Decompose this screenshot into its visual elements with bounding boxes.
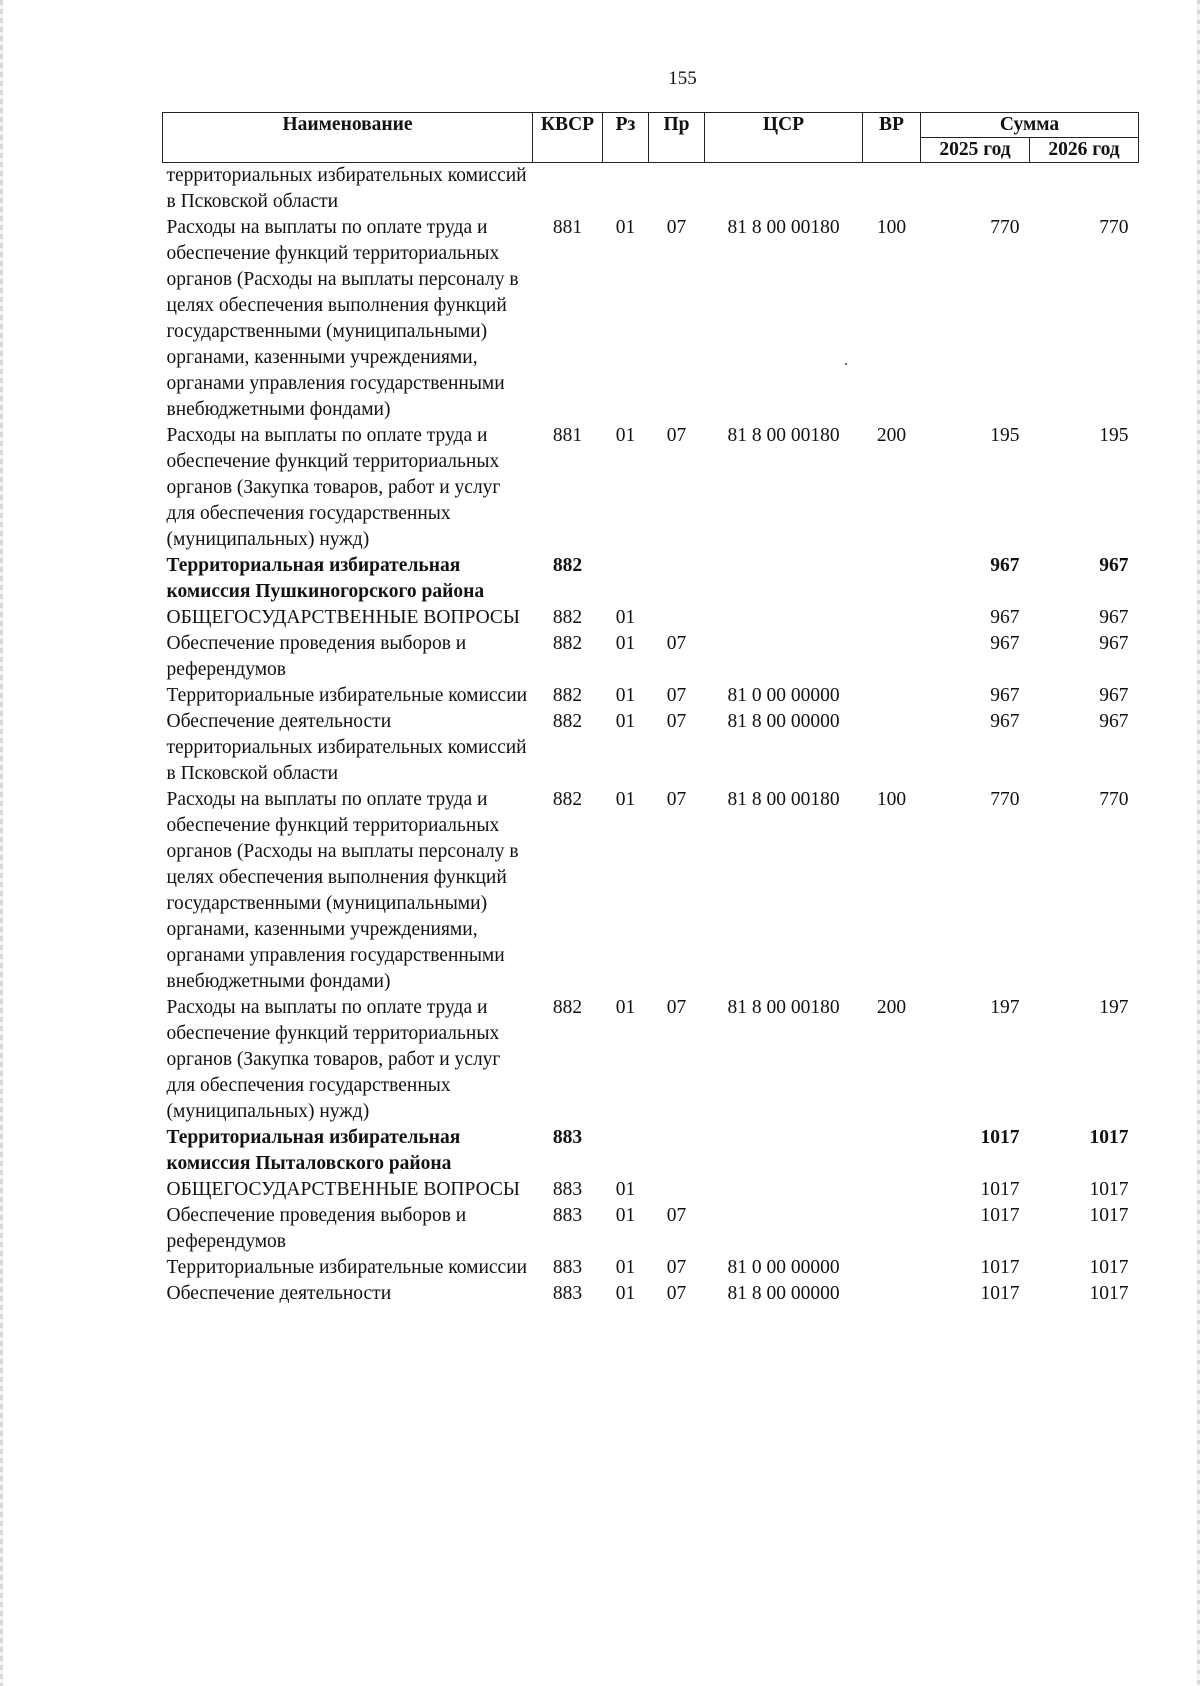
- cell-kvsr: 882: [552, 555, 583, 576]
- cell-rz: [603, 553, 649, 605]
- cell-csr: 81 8 00 00000: [727, 711, 840, 732]
- cell-name: Расходы на выплаты по оплате труда и обеспечение функций территориальных органов (Закупка товаров, работ и услуг для обеспечения государственных (муниципальных) нужд): [166, 425, 501, 550]
- cell-rz: 01: [615, 1179, 636, 1200]
- cell-rz: 01: [615, 711, 636, 732]
- cell-kvsr: 883: [552, 1205, 583, 1226]
- cell-pr: [649, 1177, 705, 1203]
- cell-sum-2026: 967: [1099, 711, 1129, 732]
- table-body: [163, 163, 1139, 1308]
- cell-csr: 81 0 00 00000: [727, 685, 840, 706]
- cell-rz: 01: [615, 1205, 636, 1226]
- cell-rz: 01: [615, 1257, 636, 1278]
- cell-csr: 81 8 00 00000: [727, 1283, 840, 1304]
- cell-sum-2025: [921, 163, 1030, 216]
- cell-name: Обеспечение проведения выборов и референдумов: [166, 1205, 467, 1252]
- cell-sum-2026: 1017: [1089, 1205, 1129, 1226]
- cell-kvsr: 882: [552, 685, 583, 706]
- cell-name: Обеспечение деятельности территориальных избирательных комиссий в Псковской области: [166, 711, 527, 784]
- cell-vr: [863, 1125, 921, 1177]
- cell-sum-2026: 1017: [1089, 1179, 1129, 1200]
- table-row: [163, 1281, 1139, 1307]
- cell-kvsr: 883: [552, 1127, 583, 1148]
- scan-edge-left: [0, 0, 3, 1686]
- cell-sum-2026: 1017: [1089, 1127, 1129, 1148]
- cell-rz: 01: [615, 217, 636, 238]
- cell-name: Обеспечение деятельности: [166, 1283, 392, 1304]
- cell-pr: [649, 553, 705, 605]
- cell-vr: [863, 1203, 921, 1255]
- cell-name: Территориальные избирательные комиссии: [166, 1257, 528, 1278]
- cell-sum-2026: 1017: [1089, 1257, 1129, 1278]
- cell-csr: [705, 631, 863, 683]
- cell-sum-2025: 197: [990, 997, 1020, 1018]
- cell-kvsr: 881: [552, 217, 583, 238]
- cell-pr: 07: [666, 1205, 687, 1226]
- cell-rz: 01: [615, 1283, 636, 1304]
- cell-sum-2025: 967: [990, 607, 1020, 628]
- cell-kvsr: 882: [552, 607, 583, 628]
- cell-pr: 07: [666, 633, 687, 654]
- cell-sum-2025: 770: [990, 217, 1020, 238]
- cell-sum-2026: 967: [1099, 685, 1129, 706]
- cell-rz: 01: [615, 685, 636, 706]
- cell-rz: 01: [615, 997, 636, 1018]
- cell-sum-2026: 1017: [1089, 1283, 1129, 1304]
- cell-pr: [649, 1125, 705, 1177]
- table-row: [163, 1177, 1139, 1203]
- cell-rz: [603, 1125, 649, 1177]
- cell-kvsr: 883: [552, 1257, 583, 1278]
- cell-vr: 100: [876, 789, 907, 810]
- table-row: [163, 1255, 1139, 1281]
- table-row: [163, 683, 1139, 709]
- header-vr: ВР: [863, 113, 921, 163]
- cell-name: Обеспечение проведения выборов и референдумов: [166, 633, 467, 680]
- table-row: [163, 605, 1139, 631]
- cell-name: территориальных избирательных комиссий в Псковской области: [166, 165, 527, 212]
- cell-vr: 100: [876, 217, 907, 238]
- cell-vr: [863, 605, 921, 631]
- header-year-2026: 2026 год: [1030, 138, 1139, 163]
- cell-kvsr: 882: [552, 789, 583, 810]
- cell-pr: 07: [666, 997, 687, 1018]
- cell-csr: 81 8 00 00180: [727, 789, 840, 810]
- cell-pr: 07: [666, 789, 687, 810]
- cell-vr: 200: [876, 997, 907, 1018]
- cell-vr: 200: [876, 425, 907, 446]
- cell-sum-2026: 967: [1099, 607, 1129, 628]
- cell-sum-2025: 1017: [980, 1205, 1020, 1226]
- cell-pr: [649, 163, 705, 216]
- cell-sum-2025: 1017: [980, 1179, 1020, 1200]
- cell-sum-2025: 967: [990, 555, 1020, 576]
- table-row: [163, 553, 1139, 605]
- cell-sum-2025: 967: [990, 711, 1020, 732]
- cell-kvsr: 883: [552, 1283, 583, 1304]
- header-sum: Сумма: [921, 113, 1139, 138]
- cell-sum-2025: 1017: [980, 1127, 1020, 1148]
- cell-rz: 01: [615, 425, 636, 446]
- cell-vr: [863, 163, 921, 216]
- cell-name: ОБЩЕГОСУДАРСТВЕННЫЕ ВОПРОСЫ: [166, 1179, 520, 1200]
- cell-pr: 07: [666, 1257, 687, 1278]
- cell-name: Расходы на выплаты по оплате труда и обеспечение функций территориальных органов (Закупка товаров, работ и услуг для обеспечения государственных (муниципальных) нужд): [166, 997, 501, 1122]
- cell-name: Расходы на выплаты по оплате труда и обеспечение функций территориальных органов (Расходы на выплаты персоналу в целях обеспечения выполнения функций государственными (муниципальными) органами, казенными учреждениями, органами управления государственными внебюджетными фондами): [166, 789, 519, 992]
- cell-rz: 01: [615, 789, 636, 810]
- cell-csr: 81 8 00 00180: [727, 997, 840, 1018]
- cell-sum-2025: 1017: [980, 1283, 1020, 1304]
- cell-rz: 01: [615, 607, 636, 628]
- cell-sum-2025: 967: [990, 633, 1020, 654]
- page-number: 155: [668, 68, 697, 89]
- cell-sum-2025: 195: [990, 425, 1020, 446]
- header-year-2025: 2025 год: [921, 138, 1030, 163]
- table-row: [163, 631, 1139, 683]
- cell-kvsr: 882: [552, 997, 583, 1018]
- cell-sum-2026: [1030, 163, 1139, 216]
- table-row: [163, 163, 1139, 216]
- cell-sum-2026: 197: [1099, 997, 1129, 1018]
- cell-csr: [705, 1203, 863, 1255]
- cell-kvsr: 883: [552, 1179, 583, 1200]
- cell-pr: 07: [666, 711, 687, 732]
- cell-rz: 01: [615, 633, 636, 654]
- table-row: [163, 215, 1139, 423]
- cell-name: Расходы на выплаты по оплате труда и обеспечение функций территориальных органов (Расходы на выплаты персоналу в целях обеспечения выполнения функций государственными (муниципальными) органами, казенными учреждениями, органами управления государственными внебюджетными фондами): [166, 217, 519, 420]
- cell-vr: [863, 709, 921, 787]
- table-row: [163, 1203, 1139, 1255]
- cell-kvsr: 882: [552, 633, 583, 654]
- cell-sum-2025: 770: [990, 789, 1020, 810]
- cell-vr: [863, 683, 921, 709]
- cell-csr: 81 0 00 00000: [727, 1257, 840, 1278]
- cell-pr: 07: [666, 425, 687, 446]
- cell-name: Территориальная избирательная комиссия Пушкиногорского района: [166, 555, 485, 602]
- table-row: [163, 1125, 1139, 1177]
- cell-name: Территориальная избирательная комиссия Пыталовского района: [166, 1127, 461, 1174]
- budget-table: [162, 112, 1139, 1307]
- cell-pr: 07: [666, 1283, 687, 1304]
- cell-kvsr: 882: [552, 711, 583, 732]
- cell-kvsr: 881: [552, 425, 583, 446]
- cell-csr: [705, 1177, 863, 1203]
- header-name: Наименование: [163, 113, 533, 163]
- cell-pr: [649, 605, 705, 631]
- cell-sum-2026: 195: [1099, 425, 1129, 446]
- header-kvsr: КВСР: [533, 113, 603, 163]
- cell-sum-2026: 770: [1099, 217, 1129, 238]
- cell-vr: [863, 631, 921, 683]
- cell-name: Территориальные избирательные комиссии: [166, 685, 528, 706]
- cell-vr: [863, 553, 921, 605]
- scan-speck: [845, 363, 847, 365]
- cell-pr: 07: [666, 685, 687, 706]
- cell-vr: [863, 1281, 921, 1307]
- cell-csr: [705, 1125, 863, 1177]
- cell-vr: [863, 1177, 921, 1203]
- cell-kvsr: [533, 163, 603, 216]
- cell-csr: [705, 163, 863, 216]
- cell-csr: [705, 605, 863, 631]
- cell-sum-2026: 967: [1099, 633, 1129, 654]
- cell-sum-2026: 770: [1099, 789, 1129, 810]
- header-csr: ЦСР: [705, 113, 863, 163]
- header-rz: Рз: [603, 113, 649, 163]
- cell-csr: [705, 553, 863, 605]
- table-header: [163, 113, 1139, 163]
- cell-csr: 81 8 00 00180: [727, 425, 840, 446]
- table-row: [163, 995, 1139, 1125]
- cell-vr: [863, 1255, 921, 1281]
- table-row: [163, 709, 1139, 787]
- cell-csr: 81 8 00 00180: [727, 217, 840, 238]
- cell-sum-2025: 1017: [980, 1257, 1020, 1278]
- cell-name: ОБЩЕГОСУДАРСТВЕННЫЕ ВОПРОСЫ: [166, 607, 520, 628]
- table-row: [163, 423, 1139, 553]
- cell-sum-2025: 967: [990, 685, 1020, 706]
- cell-pr: 07: [666, 217, 687, 238]
- table-row: [163, 787, 1139, 995]
- cell-rz: [603, 163, 649, 216]
- cell-sum-2026: 967: [1099, 555, 1129, 576]
- header-pr: Пр: [649, 113, 705, 163]
